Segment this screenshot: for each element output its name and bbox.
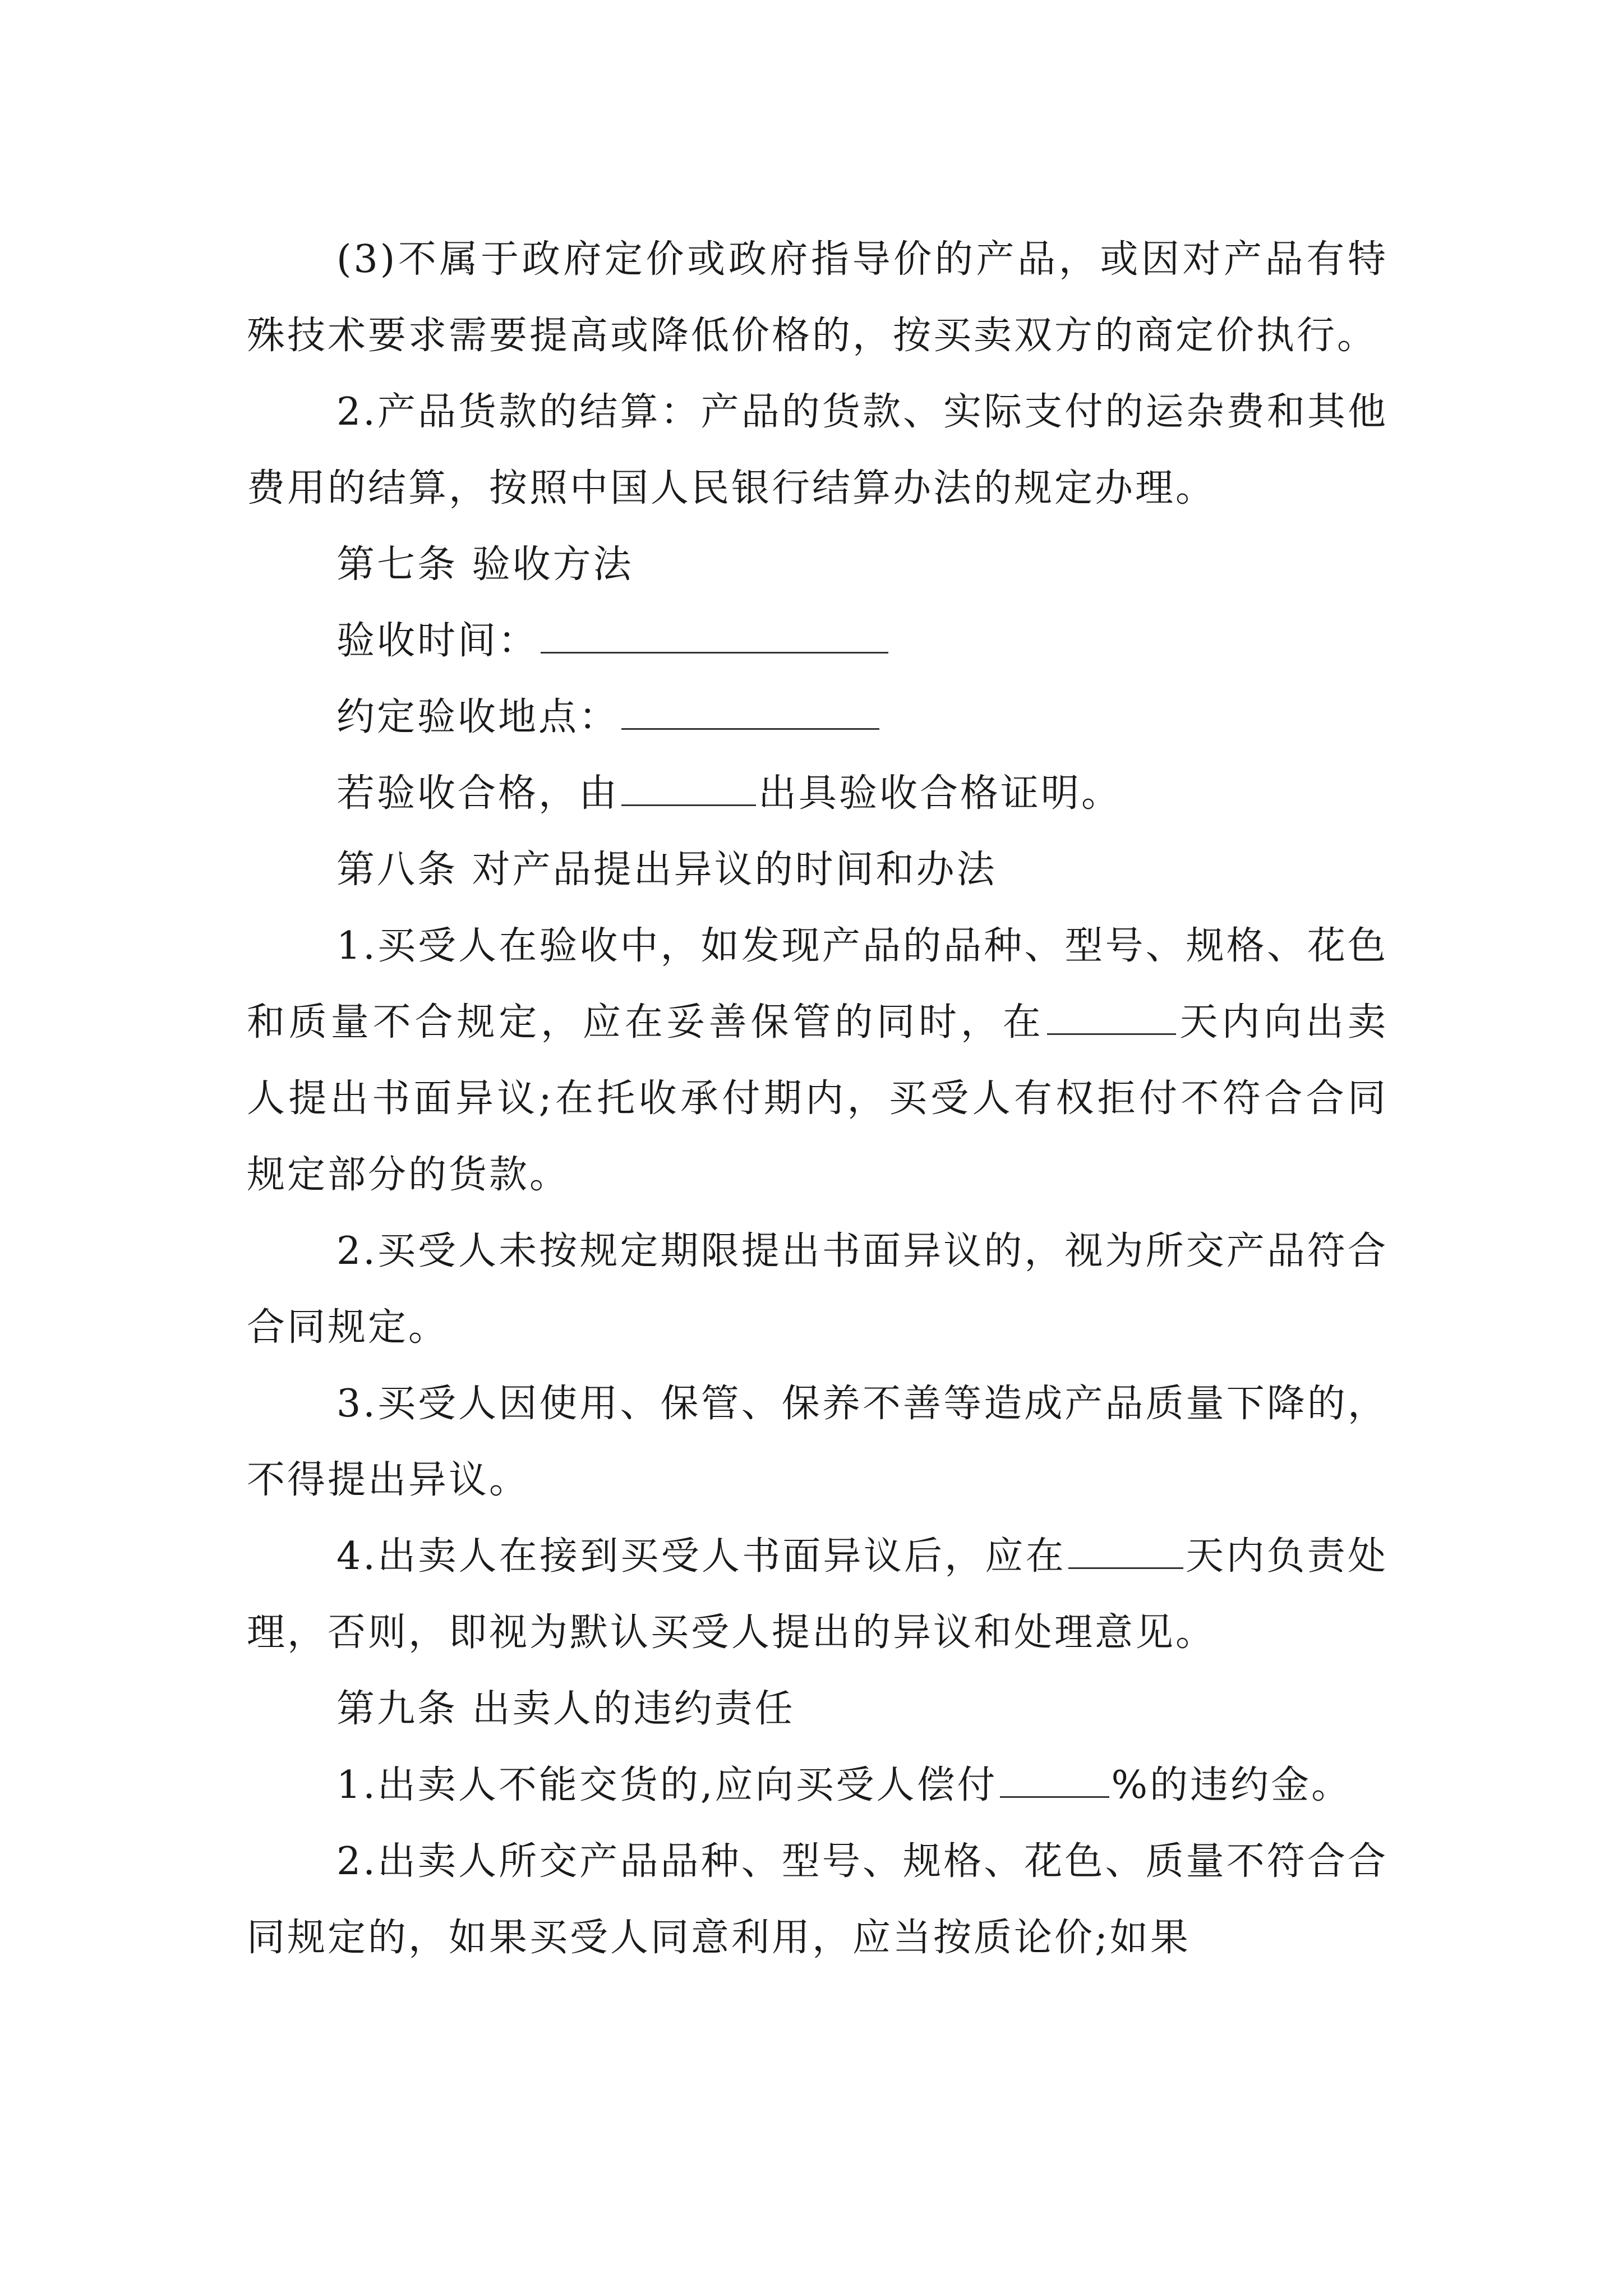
paragraph-text: 3.买受人因使用、保管、保养不善等造成产品质量下降的，不得提出异议。 <box>247 1382 1388 1502</box>
article-9-heading <box>247 1671 1388 1747</box>
objection-item-3 <box>247 1366 1388 1519</box>
text-suffix: %的违约金。 <box>1111 1763 1352 1807</box>
objection-item-2 <box>247 1213 1388 1366</box>
objection-item-1 <box>247 908 1388 1213</box>
paragraph-text: 2.产品货款的结算：产品的货款、实际支付的运杂费和其他费用的结算，按照中国人民银行结算办法的规定办理。 <box>247 390 1388 510</box>
text-prefix: 若验收合格，由 <box>336 771 620 816</box>
seller-liability-item-1 <box>247 1747 1388 1824</box>
acceptance-place-line <box>247 679 1388 756</box>
text-prefix: 1.买受人在验收中，如发现产品的品种、型号、规格、花色和质量不合规定，应在妥善保管的同时，在 <box>247 924 1388 1045</box>
text-suffix: 天内向出卖人提出书面异议;在托收承付期内，买受人有权拒付不符合合同规定部分的货款。 <box>247 1000 1388 1197</box>
acceptance-time-line <box>247 603 1388 679</box>
acceptance-cert-line <box>247 756 1388 832</box>
penalty-percent-blank <box>1000 1763 1109 1798</box>
article-7-heading <box>247 527 1388 603</box>
objection-item-4 <box>247 1519 1388 1671</box>
paragraph-text: (3)不属于政府定价或政府指导价的产品，或因对产品有特殊技术要求需要提高或降低价格的，按买卖双方的商定价执行。 <box>247 237 1388 358</box>
handling-days-blank <box>1068 1534 1183 1569</box>
document-body <box>247 222 1388 1976</box>
text-suffix: 天内负责处理，否则，即视为默认买受人提出的异议和处理意见。 <box>247 1534 1388 1655</box>
certifier-blank <box>621 771 756 806</box>
paragraph-settlement <box>247 374 1388 527</box>
text-prefix: 1.出卖人不能交货的,应向买受人偿付 <box>336 1763 998 1807</box>
heading-text: 第九条 出卖人的违约责任 <box>336 1687 795 1731</box>
paragraph-text: 2.出卖人所交产品品种、型号、规格、花色、质量不符合合同规定的，如果买受人同意利用，应当按质论价;如果 <box>247 1839 1388 1960</box>
field-label: 约定验收地点： <box>336 695 620 739</box>
acceptance-place-blank <box>621 694 879 730</box>
text-prefix: 4.出卖人在接到买受人书面异议后，应在 <box>336 1534 1066 1579</box>
article-8-heading <box>247 832 1388 908</box>
paragraph-text: 2.买受人未按规定期限提出书面异议的，视为所交产品符合合同规定。 <box>247 1229 1388 1350</box>
text-suffix: 出具验收合格证明。 <box>758 771 1122 816</box>
field-label: 验收时间： <box>336 619 539 663</box>
objection-days-blank <box>1047 1000 1176 1035</box>
heading-text: 第八条 对产品提出异议的时间和办法 <box>336 848 997 892</box>
seller-liability-item-2 <box>247 1824 1388 1976</box>
heading-text: 第七条 验收方法 <box>336 542 634 587</box>
acceptance-time-blank <box>541 618 888 654</box>
paragraph-pricing-3 <box>247 222 1388 374</box>
